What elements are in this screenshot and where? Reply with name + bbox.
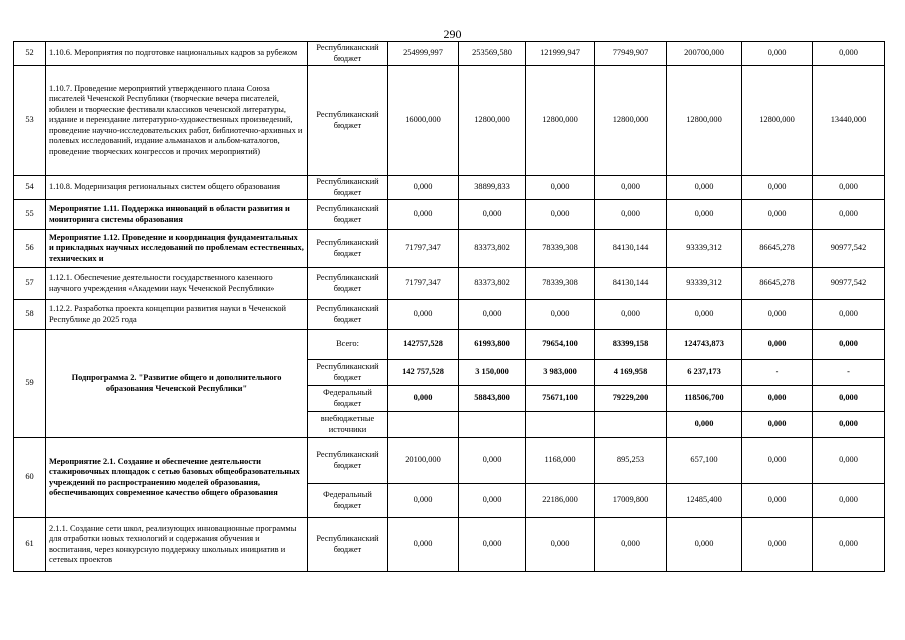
value-cell bbox=[595, 412, 667, 438]
value-cell: 79654,100 bbox=[526, 330, 595, 360]
value-cell: 0,000 bbox=[742, 200, 813, 230]
row-number: 54 bbox=[14, 176, 46, 200]
value-cell: 0,000 bbox=[667, 412, 742, 438]
row-number: 57 bbox=[14, 268, 46, 300]
value-cell: 0,000 bbox=[526, 518, 595, 572]
value-cell: 12800,000 bbox=[742, 66, 813, 176]
table-row bbox=[14, 330, 885, 360]
value-cell: - bbox=[813, 360, 885, 386]
row-description: 1.12.1. Обеспечение деятельности государственного казенного научного учреждения «Академии наук Чеченской Республики» bbox=[46, 268, 308, 300]
value-cell: 0,000 bbox=[813, 412, 885, 438]
value-cell: 0,000 bbox=[813, 300, 885, 330]
value-cell: 83373,802 bbox=[459, 230, 526, 268]
value-cell bbox=[526, 412, 595, 438]
funding-source: Республиканский бюджет bbox=[308, 42, 388, 66]
value-cell: 93339,312 bbox=[667, 268, 742, 300]
funding-source: Республиканский бюджет bbox=[308, 200, 388, 230]
table-row bbox=[14, 176, 885, 200]
funding-source: внебюджетные источники bbox=[308, 412, 388, 438]
value-cell: 0,000 bbox=[742, 438, 813, 484]
value-cell: 12800,000 bbox=[459, 66, 526, 176]
value-cell: 895,253 bbox=[595, 438, 667, 484]
value-cell: 0,000 bbox=[526, 300, 595, 330]
value-cell: 0,000 bbox=[813, 438, 885, 484]
value-cell bbox=[459, 412, 526, 438]
funding-source: Республиканский бюджет bbox=[308, 438, 388, 484]
value-cell: 0,000 bbox=[813, 200, 885, 230]
value-cell: 0,000 bbox=[813, 386, 885, 412]
value-cell: 78339,308 bbox=[526, 230, 595, 268]
value-cell: 0,000 bbox=[813, 484, 885, 518]
value-cell: 12800,000 bbox=[595, 66, 667, 176]
row-number: 53 bbox=[14, 66, 46, 176]
value-cell: 93339,312 bbox=[667, 230, 742, 268]
value-cell: 0,000 bbox=[742, 176, 813, 200]
value-cell: 0,000 bbox=[595, 200, 667, 230]
value-cell: 83399,158 bbox=[595, 330, 667, 360]
value-cell: 0,000 bbox=[388, 484, 459, 518]
value-cell: 12800,000 bbox=[526, 66, 595, 176]
value-cell: 20100,000 bbox=[388, 438, 459, 484]
table-row bbox=[14, 200, 885, 230]
funding-source: Республиканский бюджет bbox=[308, 268, 388, 300]
value-cell: 0,000 bbox=[742, 300, 813, 330]
value-cell: 0,000 bbox=[667, 176, 742, 200]
table-row bbox=[14, 300, 885, 330]
value-cell: 79229,200 bbox=[595, 386, 667, 412]
row-description: 1.12.2. Разработка проекта концепции развития науки в Чеченской Республике до 2025 года bbox=[46, 300, 308, 330]
value-cell: 0,000 bbox=[388, 176, 459, 200]
value-cell: 71797,347 bbox=[388, 230, 459, 268]
value-cell: 86645,278 bbox=[742, 230, 813, 268]
row-number: 59 bbox=[14, 330, 46, 438]
table-row bbox=[14, 230, 885, 268]
value-cell: 71797,347 bbox=[388, 268, 459, 300]
row-number: 55 bbox=[14, 200, 46, 230]
funding-source: Республиканский бюджет bbox=[308, 66, 388, 176]
table-row bbox=[14, 438, 885, 484]
value-cell: 17009,800 bbox=[595, 484, 667, 518]
value-cell: 0,000 bbox=[667, 300, 742, 330]
value-cell: 0,000 bbox=[742, 42, 813, 66]
row-number: 56 bbox=[14, 230, 46, 268]
value-cell: 0,000 bbox=[526, 176, 595, 200]
value-cell: 12800,000 bbox=[667, 66, 742, 176]
value-cell: 77949,907 bbox=[595, 42, 667, 66]
value-cell: 22186,000 bbox=[526, 484, 595, 518]
value-cell: 12485,400 bbox=[667, 484, 742, 518]
row-description: 1.10.6. Мероприятия по подготовке национальных кадров за рубежом bbox=[46, 42, 308, 66]
row-description: Мероприятие 1.12. Проведение и координация фундаментальных и прикладных научных исследований по проблемам естественных, технических и bbox=[46, 230, 308, 268]
value-cell: 3 983,000 bbox=[526, 360, 595, 386]
funding-source: Республиканский бюджет bbox=[308, 300, 388, 330]
value-cell: 0,000 bbox=[813, 176, 885, 200]
row-number: 58 bbox=[14, 300, 46, 330]
page-number: 290 bbox=[443, 27, 462, 41]
value-cell: 3 150,000 bbox=[459, 360, 526, 386]
value-cell: 0,000 bbox=[388, 518, 459, 572]
budget-table bbox=[13, 41, 885, 572]
value-cell: 142757,528 bbox=[388, 330, 459, 360]
value-cell: 200700,000 bbox=[667, 42, 742, 66]
value-cell: 0,000 bbox=[388, 300, 459, 330]
value-cell: 4 169,958 bbox=[595, 360, 667, 386]
value-cell: 61993,800 bbox=[459, 330, 526, 360]
value-cell: 0,000 bbox=[595, 518, 667, 572]
value-cell: 0,000 bbox=[667, 518, 742, 572]
row-description: 1.10.8. Модернизация региональных систем общего образования bbox=[46, 176, 308, 200]
funding-source: Республиканский бюджет bbox=[308, 518, 388, 572]
value-cell: 0,000 bbox=[742, 330, 813, 360]
row-number: 61 bbox=[14, 518, 46, 572]
value-cell: 0,000 bbox=[595, 300, 667, 330]
value-cell: 253569,580 bbox=[459, 42, 526, 66]
value-cell: 0,000 bbox=[813, 42, 885, 66]
value-cell: 0,000 bbox=[526, 200, 595, 230]
value-cell: 0,000 bbox=[667, 200, 742, 230]
value-cell: 90977,542 bbox=[813, 268, 885, 300]
row-description: Мероприятие 2.1. Создание и обеспечение деятельности стажировочных площадок с сетью базовых общеобразовательных учреждений по распространению моделей образования, обеспечивающих современное качество общего образования bbox=[46, 438, 308, 518]
value-cell: 16000,000 bbox=[388, 66, 459, 176]
funding-source: Всего: bbox=[308, 330, 388, 360]
value-cell bbox=[388, 412, 459, 438]
funding-source: Республиканский бюджет bbox=[308, 176, 388, 200]
value-cell: 0,000 bbox=[388, 200, 459, 230]
value-cell: 83373,802 bbox=[459, 268, 526, 300]
table-row bbox=[14, 66, 885, 176]
value-cell: 1168,000 bbox=[526, 438, 595, 484]
value-cell: 124743,873 bbox=[667, 330, 742, 360]
value-cell: 0,000 bbox=[742, 386, 813, 412]
value-cell: 0,000 bbox=[742, 518, 813, 572]
value-cell: 0,000 bbox=[742, 484, 813, 518]
value-cell: 90977,542 bbox=[813, 230, 885, 268]
value-cell: 142 757,528 bbox=[388, 360, 459, 386]
table-row bbox=[14, 268, 885, 300]
value-cell: 78339,308 bbox=[526, 268, 595, 300]
value-cell: - bbox=[742, 360, 813, 386]
value-cell: 0,000 bbox=[459, 300, 526, 330]
value-cell: 0,000 bbox=[459, 484, 526, 518]
value-cell: 38899,833 bbox=[459, 176, 526, 200]
value-cell: 6 237,173 bbox=[667, 360, 742, 386]
value-cell: 0,000 bbox=[742, 412, 813, 438]
table-row bbox=[14, 42, 885, 66]
value-cell: 84130,144 bbox=[595, 268, 667, 300]
value-cell: 13440,000 bbox=[813, 66, 885, 176]
value-cell: 0,000 bbox=[459, 518, 526, 572]
value-cell: 84130,144 bbox=[595, 230, 667, 268]
row-description: 2.1.1. Создание сети школ, реализующих инновационные программы для отработки новых технологий и содержания обучения и воспитания, через конкурсную поддержку школьных инициатив и сетевых проектов bbox=[46, 518, 308, 572]
row-description: 1.10.7. Проведение мероприятий утвержденного плана Союза писателей Чеченской Республики (творческие вечера писателей, юбилеи и творческие фестивали классиков чеченской литературы, издание и переиздание литературно-художественных произведений, проведение научно-исследовательских работ, библиотечно-архивных и полевых исследований, издание альманахов и альбом-каталогов, проведение творческих конгрессов и прочих мероприятий) bbox=[46, 66, 308, 176]
row-number: 60 bbox=[14, 438, 46, 518]
value-cell: 75671,100 bbox=[526, 386, 595, 412]
value-cell: 118506,700 bbox=[667, 386, 742, 412]
row-number: 52 bbox=[14, 42, 46, 66]
value-cell: 0,000 bbox=[459, 438, 526, 484]
value-cell: 86645,278 bbox=[742, 268, 813, 300]
funding-source: Республиканский бюджет bbox=[308, 360, 388, 386]
row-description: Мероприятие 1.11. Поддержка инноваций в области развития и мониторинга системы образования bbox=[46, 200, 308, 230]
value-cell: 0,000 bbox=[813, 518, 885, 572]
value-cell: 0,000 bbox=[459, 200, 526, 230]
value-cell: 0,000 bbox=[595, 176, 667, 200]
value-cell: 254999,997 bbox=[388, 42, 459, 66]
funding-source: Федеральный бюджет bbox=[308, 484, 388, 518]
value-cell: 58843,800 bbox=[459, 386, 526, 412]
value-cell: 0,000 bbox=[813, 330, 885, 360]
value-cell: 121999,947 bbox=[526, 42, 595, 66]
funding-source: Федеральный бюджет bbox=[308, 386, 388, 412]
value-cell: 0,000 bbox=[388, 386, 459, 412]
table-row bbox=[14, 518, 885, 572]
subprogram-title: Подпрограмма 2. "Развитие общего и дополнительного образования Чеченской Республики" bbox=[46, 330, 308, 438]
funding-source: Республиканский бюджет bbox=[308, 230, 388, 268]
value-cell: 657,100 bbox=[667, 438, 742, 484]
